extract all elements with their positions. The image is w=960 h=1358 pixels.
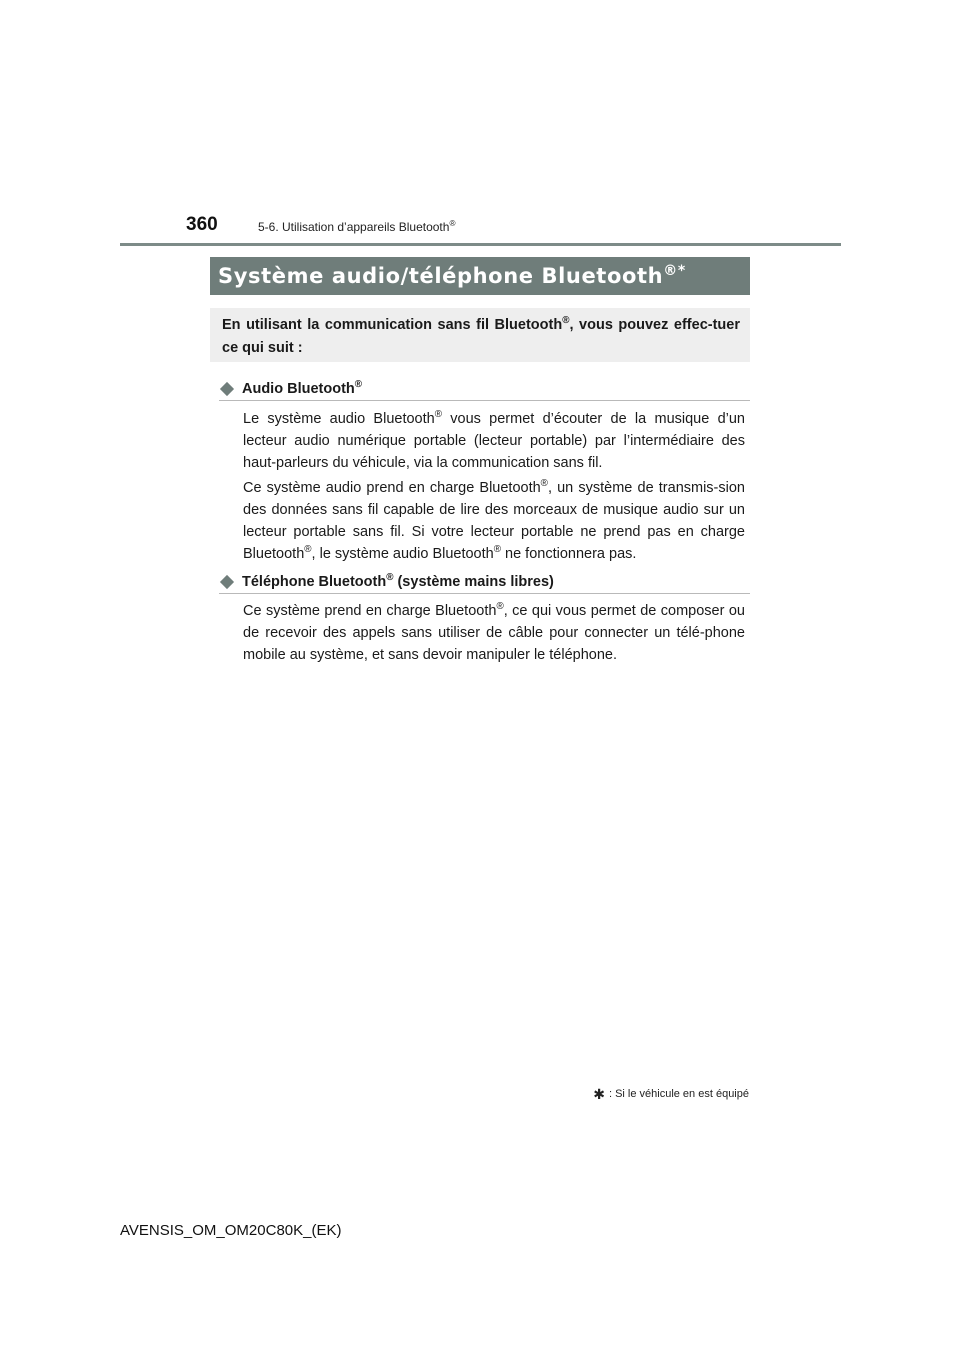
phone-p1-b: , ce qui vous permet de composer ou de recevoir des appels sans utiliser de câble pour connecter un télé-phone mobile au système, et sans devoir manipuler le téléphone. <box>243 603 745 663</box>
title-text: Système audio/téléphone Bluetooth <box>218 264 664 288</box>
subhead-audio <box>219 378 750 401</box>
audio-paragraph-1 <box>243 408 745 474</box>
audio-p1-a: Le système audio Bluetooth <box>243 411 435 427</box>
subhead-phone-text <box>242 574 554 590</box>
section-header <box>258 220 455 234</box>
section-title: 5-6. Utilisation d’appareils Bluetooth <box>258 220 450 234</box>
header-rule <box>120 243 841 246</box>
audio-p2-reg-1: ® <box>540 478 548 490</box>
subhead-phone <box>219 571 750 594</box>
intro-box <box>210 308 750 362</box>
audio-p1-reg: ® <box>434 409 442 421</box>
audio-p2-a: Ce système audio prend en charge Bluetooth <box>243 480 541 496</box>
audio-paragraph-2 <box>243 477 745 565</box>
audio-p2-b: , un système de transmis-sion des données sans fil capable de lire des morceaux de musique audio sur un lecteur portable sans fil. Si votre lecteur portable ne prend pas en charge Bluetooth <box>243 480 745 562</box>
audio-p2-d: ne fonctionnera pas. <box>500 546 637 562</box>
intro-text <box>222 314 740 360</box>
intro-part-2: , vous pouvez effec-tuer ce qui suit : <box>222 317 740 356</box>
audio-p1-b: vous permet d’écouter de la musique d’un lecteur audio numérique portable (lecteur portable) par l’intermédiaire des haut-parleurs du véhicule, via la communication sans fil. <box>243 411 745 471</box>
page-number: 360 <box>186 214 218 235</box>
phone-paragraph-1 <box>243 600 745 666</box>
audio-heading: Audio Bluetooth <box>242 381 355 397</box>
subhead-audio-text <box>242 381 362 397</box>
intro-part-1: En utilisant la communication sans fil Bluetooth <box>222 317 563 333</box>
footnote <box>593 1087 749 1101</box>
audio-p2-reg-2: ® <box>304 544 312 556</box>
diamond-icon <box>220 382 234 396</box>
phone-heading-reg: ® <box>386 572 394 584</box>
audio-heading-reg: ® <box>354 379 363 391</box>
page-title <box>218 264 686 288</box>
asterisk-icon: ✱ <box>593 1086 605 1102</box>
phone-heading-b: (système mains libres) <box>393 574 554 590</box>
title-asterisk: * <box>677 263 686 279</box>
title-bar <box>210 257 750 295</box>
audio-p2-c: , le système audio Bluetooth <box>311 546 494 562</box>
footnote-text: : Si le véhicule en est équipé <box>608 1088 749 1100</box>
phone-heading-a: Téléphone Bluetooth <box>242 574 387 590</box>
phone-p1-reg: ® <box>496 601 504 613</box>
title-registered-mark: ® <box>663 263 678 279</box>
intro-registered-mark: ® <box>562 315 570 327</box>
registered-mark: ® <box>449 219 456 228</box>
audio-p2-reg-3: ® <box>493 544 501 556</box>
diamond-icon <box>220 575 234 589</box>
document-code: AVENSIS_OM_OM20C80K_(EK) <box>120 1222 342 1239</box>
phone-p1-a: Ce système prend en charge Bluetooth <box>243 603 497 619</box>
